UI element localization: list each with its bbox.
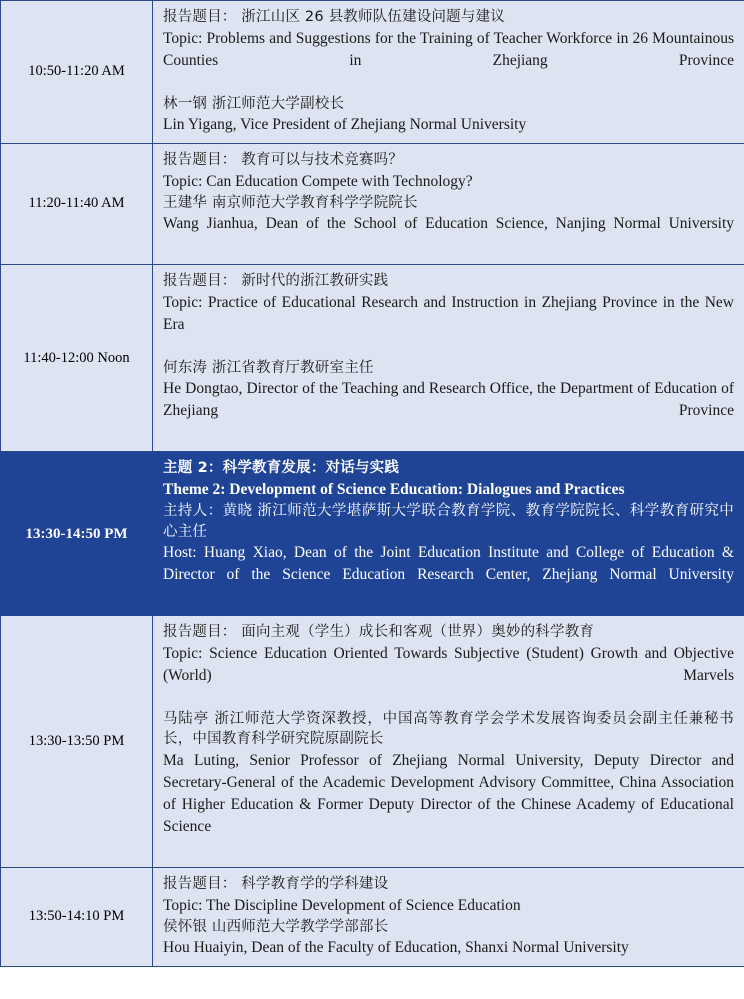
schedule-body: [1, 1, 744, 967]
session-line: 何东涛 浙江省教育厅教研室主任: [163, 359, 374, 376]
table-row: [1, 867, 744, 966]
session-time-cell: 13:30-14:50 PM: [1, 452, 153, 616]
session-line: Topic: Practice of Educational Research and Instruction in Zhejiang Province in the New Era: [163, 293, 734, 333]
session-line: 林一钢 浙江师范大学副校长: [163, 95, 345, 112]
session-time-cell: 10:50-11:20 AM: [1, 1, 153, 144]
session-line: Topic: Problems and Suggestions for the Training of Teacher Workforce in 26 Mountainous Counties in Zhejiang Province: [163, 29, 734, 69]
session-line: 马陆亭 浙江师范大学资深教授，中国高等教育学会学术发展咨询委员会副主任兼秘书长，中国教育科学研究院原副院长: [163, 710, 734, 748]
session-line: 主题 2：科学教育发展：对话与实践: [163, 460, 400, 477]
session-line: 报告题目： 浙江山区 26 县教师队伍建设问题与建议: [163, 9, 505, 25]
session-time-cell: 13:50-14:10 PM: [1, 867, 153, 966]
session-time-cell: 13:30-13:50 PM: [1, 616, 153, 868]
session-content-cell: [153, 1, 744, 144]
session-line: Lin Yigang, Vice President of Zhejiang Normal University: [163, 116, 527, 134]
session-line: 主持人：黄晓 浙江师范大学堪萨斯大学联合教育学院、教育学院院长、科学教育研究中心主任: [163, 503, 734, 540]
session-line: 报告题目： 科学教育学的学科建设: [163, 875, 389, 892]
session-line: 报告题目： 面向主观（学生）成长和客观（世界）奥妙的科学教育: [163, 624, 595, 641]
table-row: [1, 1, 744, 144]
session-line: 报告题目： 新时代的浙江教研实践: [163, 273, 389, 290]
session-content-cell: [153, 265, 744, 452]
session-line: 报告题目： 教育可以与技术竞赛吗？: [163, 152, 404, 169]
session-line: Ma Luting, Senior Professor of Zhejiang Normal University, Deputy Director and Secretary-General of the Academic Development Advisory Committee, China Association of Higher Education & Former Deputy Director of the Chinese Academy of Educational Science: [163, 751, 734, 835]
session-content-cell: [153, 867, 744, 966]
session-line: Topic: The Discipline Development of Science Education: [163, 896, 521, 914]
session-line: Wang Jianhua, Dean of the School of Education Science, Nanjing Normal University: [163, 215, 734, 233]
session-line: He Dongtao, Director of the Teaching and Research Office, the Department of Education of Zhejiang Province: [163, 380, 734, 420]
table-row: [1, 616, 744, 868]
session-line: Hou Huaiyin, Dean of the Faculty of Education, Shanxi Normal University: [163, 939, 629, 957]
session-content-cell: [153, 616, 744, 868]
session-time-cell: 11:40-12:00 Noon: [1, 265, 153, 452]
session-line: Topic: Science Education Oriented Towards Subjective (Student) Growth and Objective (World) Marvels: [163, 644, 734, 684]
table-row: [1, 144, 744, 265]
session-time-cell: 11:20-11:40 AM: [1, 144, 153, 265]
table-row: [1, 265, 744, 452]
session-line: Theme 2: Development of Science Education: Dialogues and Practices: [163, 481, 625, 499]
session-line: Topic: Can Education Compete with Technology?: [163, 172, 473, 190]
session-line: 侯怀银 山西师范大学教学学部部长: [163, 918, 389, 935]
session-content-cell: [153, 144, 744, 265]
session-content-cell: [153, 452, 744, 616]
table-row: [1, 452, 744, 616]
session-line: 王建华 南京师范大学教育科学学院院长: [163, 194, 418, 211]
session-line: Host: Huang Xiao, Dean of the Joint Education Institute and College of Education & Director of the Science Education Research Center, Zhejiang Normal University: [163, 544, 734, 584]
